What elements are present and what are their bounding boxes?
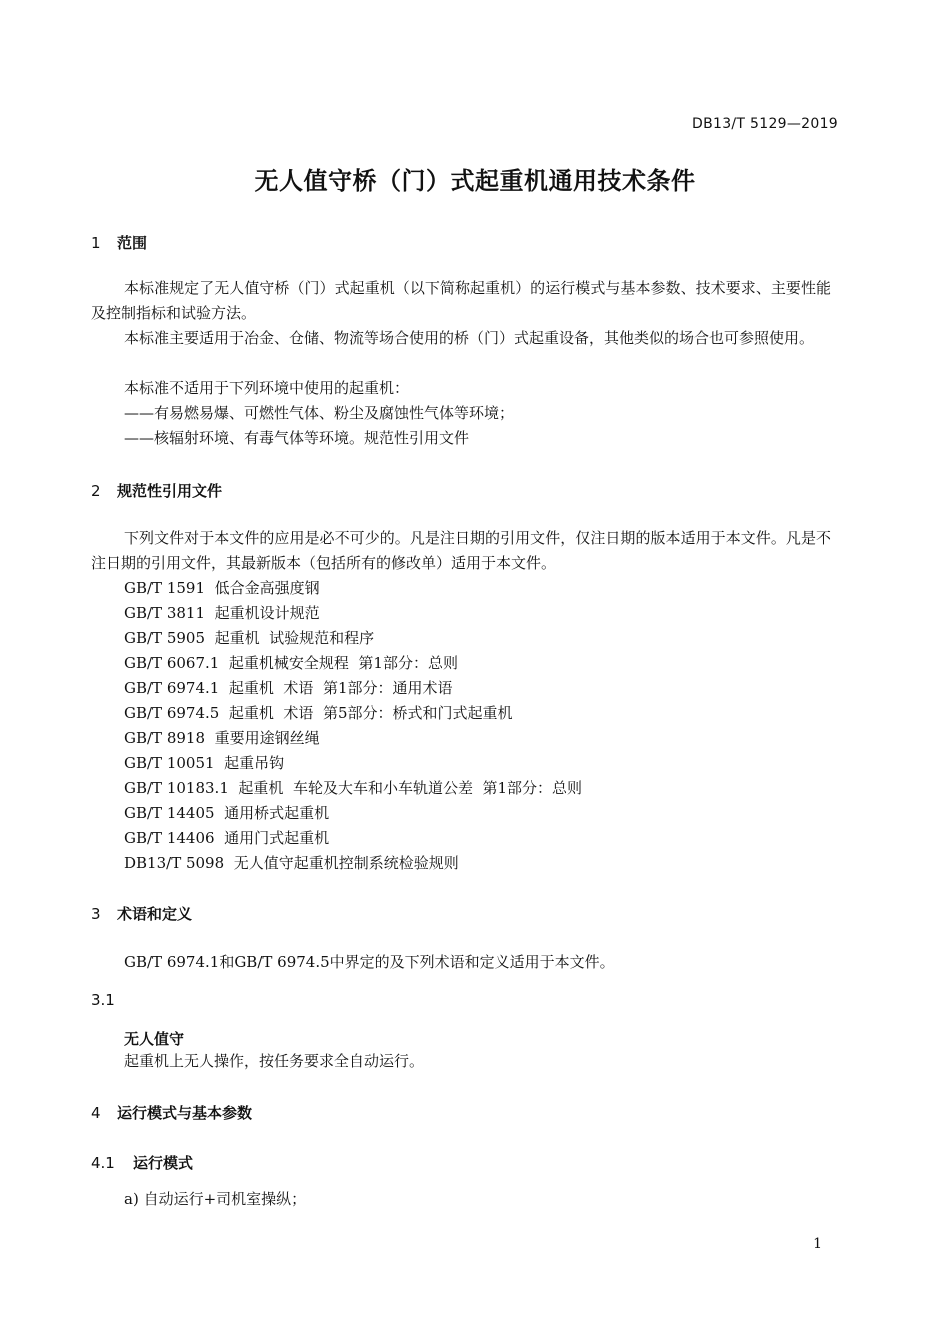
section-4-heading <box>91 1102 252 1123</box>
list-item <box>124 726 582 751</box>
section-number: 3 <box>91 905 101 923</box>
reference-code: GB/T 5905 <box>124 629 206 647</box>
reference-title: 起重机械安全规程 第1部分：总则 <box>228 654 458 672</box>
reference-title: 起重机设计规范 <box>214 604 320 622</box>
list-item <box>124 826 582 851</box>
list-item <box>124 676 582 701</box>
reference-code: GB/T 6974.5 <box>124 704 220 722</box>
list-item <box>124 601 582 626</box>
reference-title: 低合金高强度钢 <box>214 579 320 597</box>
section-number: 1 <box>91 234 101 252</box>
reference-code: GB/T 3811 <box>124 604 206 622</box>
list-item-a: a) 自动运行+司机室操纵； <box>124 1190 307 1208</box>
reference-code: DB13/T 5098 <box>124 854 225 872</box>
reference-code: GB/T 1591 <box>124 579 206 597</box>
reference-title: 起重机 术语 第5部分：桥式和门式起重机 <box>228 704 513 722</box>
list-item <box>124 576 582 601</box>
page-number: 1 <box>813 1236 822 1252</box>
references-intro: 下列文件对于本文件的应用是必不可少的。凡是注日期的引用文件，仅注日期的版本适用于本文件。凡是不注日期的引用文件，其最新版本（包括所有的修改单）适用于本文件。 <box>91 529 831 572</box>
terms-intro: GB/T 6974.1和GB/T 6974.5中界定的及下列术语和定义适用于本文件。 <box>124 953 615 971</box>
reference-title: 无人值守起重机控制系统检验规则 <box>233 854 459 872</box>
document-title: 无人值守桥（门）式起重机通用技术条件 <box>254 167 696 195</box>
section-3-heading <box>91 903 192 924</box>
reference-list <box>124 576 582 876</box>
reference-title: 起重机 车轮及大车和小车轨道公差 第1部分：总则 <box>238 779 583 797</box>
scope-paragraph-1: 本标准规定了无人值守桥（门）式起重机（以下简称起重机）的运行模式与基本参数、技术要求、主要性能及控制指标和试验方法。 <box>91 279 831 322</box>
reference-code: GB/T 14405 <box>124 804 215 822</box>
subsection-4-1-heading <box>91 1152 193 1173</box>
list-item <box>124 651 582 676</box>
reference-title: 起重机 术语 第1部分：通用术语 <box>228 679 453 697</box>
section-1-heading <box>91 232 147 253</box>
section-label: 术语和定义 <box>117 905 193 923</box>
scope-paragraph-2: 本标准主要适用于冶金、仓储、物流等场合使用的桥（门）式起重设备，其他类似的场合也可参照使用。 <box>124 329 815 347</box>
list-item <box>124 801 582 826</box>
scope-paragraph-3: 本标准不适用于下列环境中使用的起重机： <box>124 379 410 397</box>
reference-code: GB/T 6974.1 <box>124 679 220 697</box>
reference-code: GB/T 14406 <box>124 829 215 847</box>
section-number: 2 <box>91 482 101 500</box>
scope-dash-item-1: ——有易燃易爆、可燃性气体、粉尘及腐蚀性气体等环境； <box>124 404 515 422</box>
section-2-heading <box>91 480 222 501</box>
reference-title: 重要用途钢丝绳 <box>214 729 320 747</box>
list-item <box>124 851 582 876</box>
list-item <box>124 751 582 776</box>
list-item <box>124 701 582 726</box>
reference-title: 起重吊钩 <box>224 754 285 772</box>
reference-title: 通用桥式起重机 <box>224 804 330 822</box>
reference-code: GB/T 10051 <box>124 754 215 772</box>
subsection-label: 运行模式 <box>133 1154 194 1172</box>
reference-title: 起重机 试验规范和程序 <box>214 629 375 647</box>
term-name: 无人值守 <box>124 1030 185 1048</box>
reference-code: GB/T 6067.1 <box>124 654 220 672</box>
standard-code: DB13/T 5129—2019 <box>692 116 838 132</box>
section-number: 4 <box>91 1104 101 1122</box>
subsection-number: 4.1 <box>91 1154 115 1172</box>
reference-code: GB/T 10183.1 <box>124 779 229 797</box>
subsection-number: 3.1 <box>91 991 115 1009</box>
term-definition: 起重机上无人操作，按任务要求全自动运行。 <box>124 1052 425 1070</box>
scope-dash-item-2: ——核辐射环境、有毒气体等环境。规范性引用文件 <box>124 429 470 447</box>
section-label: 运行模式与基本参数 <box>117 1104 253 1122</box>
section-label: 范围 <box>117 234 148 252</box>
section-label: 规范性引用文件 <box>117 482 223 500</box>
reference-title: 通用门式起重机 <box>224 829 330 847</box>
list-item <box>124 776 582 801</box>
reference-code: GB/T 8918 <box>124 729 206 747</box>
list-item <box>124 626 582 651</box>
